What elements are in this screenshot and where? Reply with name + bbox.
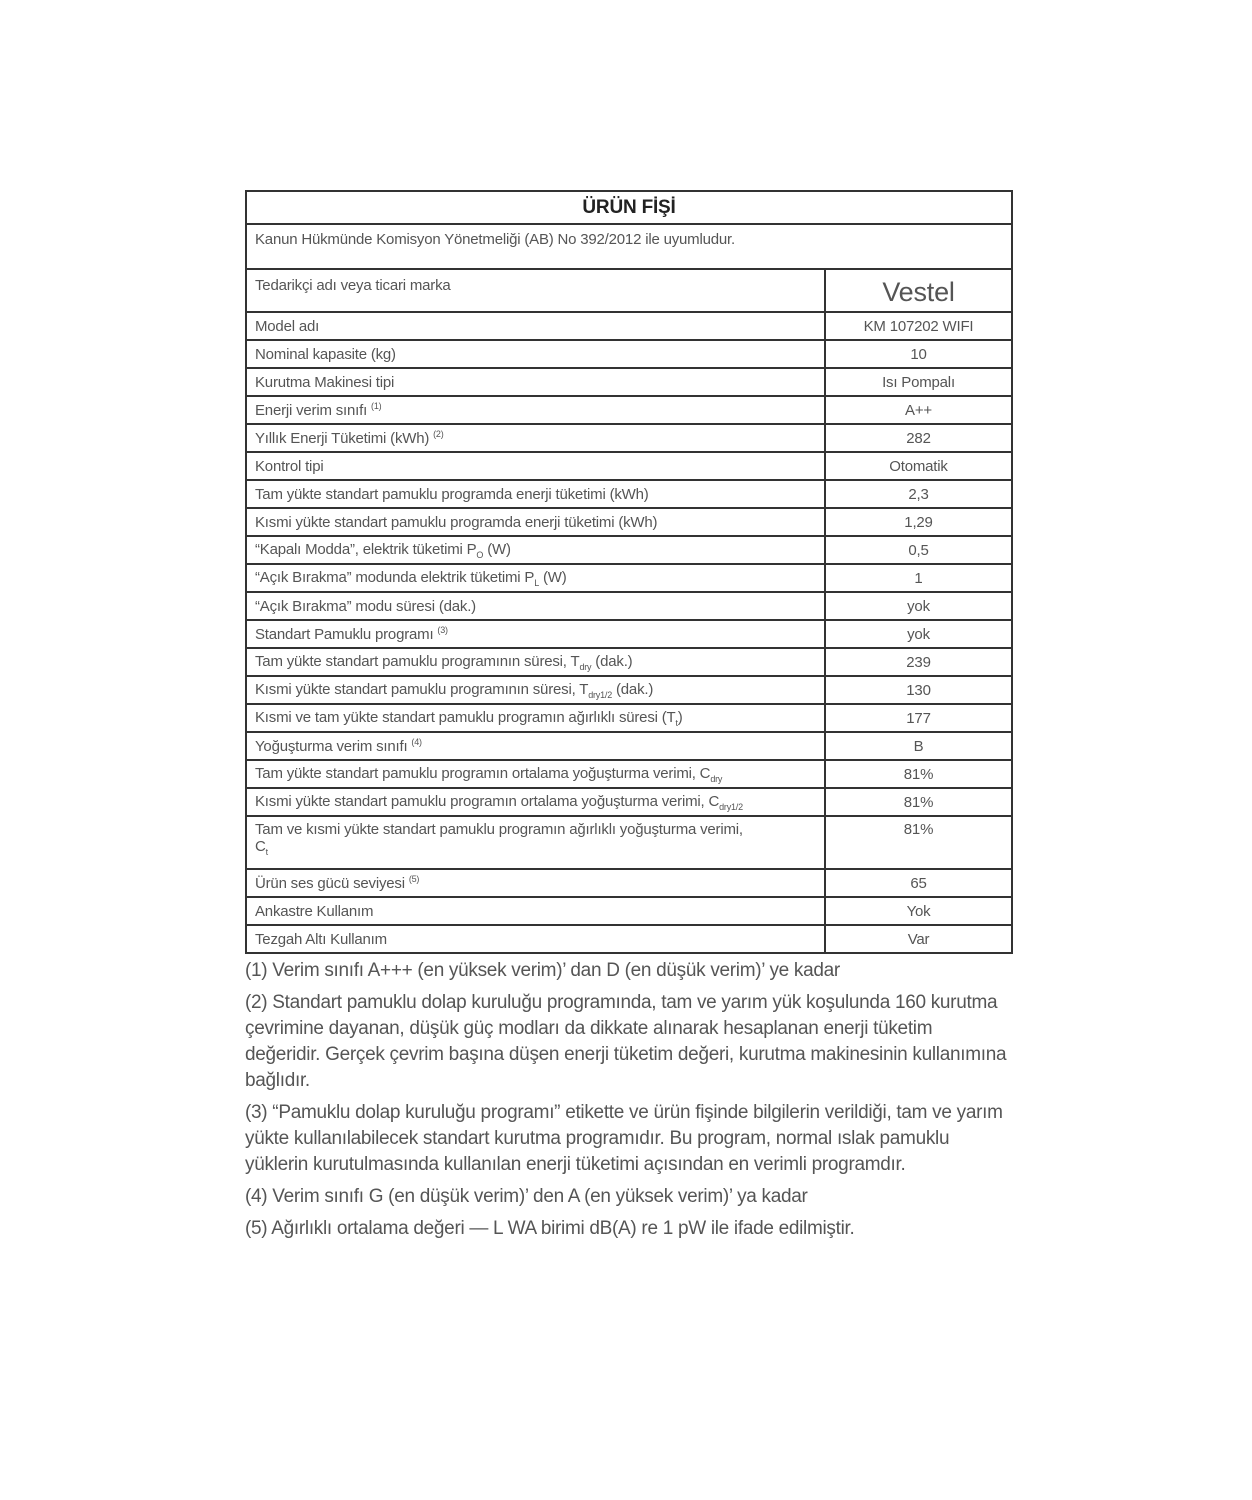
spec-label-text: Nominal kapasite (kg) [255, 345, 396, 363]
spec-value: 1 [825, 564, 1012, 592]
spec-row [246, 869, 1012, 897]
spec-row [246, 312, 1012, 340]
spec-label-text: Tam yükte standart pamuklu programda enerji tüketimi (kWh) [255, 485, 649, 503]
spec-value: yok [825, 592, 1012, 620]
spec-label [246, 508, 825, 536]
spec-row [246, 480, 1012, 508]
spec-label [246, 676, 825, 704]
spec-value: Isı Pompalı [825, 368, 1012, 396]
spec-label [246, 396, 825, 424]
spec-label-text-line2: C [255, 838, 266, 855]
spec-value: 282 [825, 424, 1012, 452]
spec-label [246, 704, 825, 732]
subscript: dry1/2 [719, 801, 743, 812]
spec-value: 81% [825, 760, 1012, 788]
spec-label-text: Kurutma Makinesi tipi [255, 373, 395, 391]
spec-value: B [825, 732, 1012, 760]
spec-value: Var [825, 925, 1012, 953]
spec-label-text: “Açık Bırakma” modunda elektrik tüketimi P [255, 568, 535, 586]
spec-label [246, 925, 825, 953]
spec-label [246, 424, 825, 452]
spec-label [246, 536, 825, 564]
spec-label-suffix: (dak.) [591, 652, 633, 670]
spec-value: A++ [825, 396, 1012, 424]
spec-label-text: Yıllık Enerji Tüketimi (kWh) [255, 430, 434, 447]
spec-label [246, 312, 825, 340]
spec-label-text: Model adı [255, 317, 320, 335]
spec-label-text: Enerji verim sınıfı [255, 402, 372, 419]
footnote-4: (4) Verim sınıfı G (en düşük verim)’ den A (en yüksek verim)’ ya kadar [245, 1186, 808, 1207]
spec-value: Otomatik [825, 452, 1012, 480]
subscript: t [265, 847, 268, 857]
spec-label-text: Tezgah Altı Kullanım [255, 930, 387, 948]
spec-value: 81% [825, 816, 1012, 869]
subscript: O [476, 549, 484, 560]
footnote-2: (2) Standart pamuklu dolap kuruluğu programında, tam ve yarım yük koşulunda 160 kurutma çevrimine dayanan, düşük güç modları da dikkate alınarak hesaplanan enerji tüketim değeridir. Gerçek çevrim başına düşen enerji tüketim değeri, kurutma makinesinin kullanımına bağlıdır. [245, 992, 1007, 1091]
spec-label-suffix: ) [677, 708, 683, 726]
spec-row [246, 396, 1012, 424]
subscript: t [675, 717, 678, 728]
spec-row [246, 424, 1012, 452]
spec-row [246, 368, 1012, 396]
spec-value: 2,3 [825, 480, 1012, 508]
spec-label [246, 816, 825, 869]
title-row [246, 191, 1012, 224]
footnote-ref: (3) [437, 625, 448, 635]
spec-label [246, 452, 825, 480]
spec-label-text: Kontrol tipi [255, 457, 324, 475]
spec-value: 1,29 [825, 508, 1012, 536]
brand-row [246, 269, 1012, 312]
spec-label [246, 368, 825, 396]
spec-value: 0,5 [825, 536, 1012, 564]
spec-row [246, 620, 1012, 648]
footnote-5: (5) Ağırlıklı ortalama değeri — L WA birimi dB(A) re 1 pW ile ifade edilmiştir. [245, 1218, 855, 1239]
brand-value: Vestel [825, 269, 1012, 312]
product-fiche [245, 190, 1011, 1248]
spec-label [246, 340, 825, 368]
spec-label-text: Tam yükte standart pamuklu programın ortalama yoğuşturma verimi, C [255, 764, 711, 782]
spec-value: 10 [825, 340, 1012, 368]
spec-row [246, 760, 1012, 788]
spec-label-text: Standart Pamuklu programı [255, 626, 438, 643]
spec-label-text: Tam ve kısmi yükte standart pamuklu programın ağırlıklı yoğuşturma verimi, [255, 821, 743, 838]
spec-row [246, 452, 1012, 480]
fiche-title: ÜRÜN FİŞİ [246, 191, 1012, 224]
spec-label-text: “Kapalı Modda”, elektrik tüketimi P [255, 540, 477, 558]
spec-row [246, 508, 1012, 536]
brand-label: Tedarikçi adı veya ticari marka [246, 269, 825, 312]
spec-label [246, 760, 825, 788]
footnote-ref: (5) [408, 874, 420, 884]
spec-label-suffix: (W) [539, 568, 567, 586]
spec-value: 81% [825, 788, 1012, 816]
spec-label-text: Yoğuşturma verim sınıfı [255, 738, 412, 755]
spec-row [246, 788, 1012, 816]
regulation-row [246, 224, 1012, 269]
spec-row [246, 564, 1012, 592]
spec-label-text: Tam yükte standart pamuklu programının süresi, T [255, 652, 580, 670]
spec-label [246, 564, 825, 592]
footnote-1: (1) Verim sınıfı A+++ (en yüksek verim)’ dan D (en düşük verim)’ ye kadar [245, 960, 840, 981]
subscript: dry [710, 773, 723, 784]
spec-row [246, 704, 1012, 732]
spec-label [246, 648, 825, 676]
spec-row [246, 648, 1012, 676]
spec-label [246, 592, 825, 620]
spec-label-text: Kısmi yükte standart pamuklu programının süresi, T [255, 680, 589, 698]
spec-label [246, 897, 825, 925]
spec-label-suffix: (dak.) [612, 680, 654, 698]
subscript: dry1/2 [588, 689, 613, 700]
spec-row [246, 925, 1012, 953]
spec-row [246, 897, 1012, 925]
spec-label-text: Kısmi yükte standart pamuklu programda enerji tüketimi (kWh) [255, 513, 658, 531]
spec-value: 65 [825, 869, 1012, 897]
spec-value: 177 [825, 704, 1012, 732]
spec-row [246, 676, 1012, 704]
footnote-3: (3) “Pamuklu dolap kuruluğu programı” etikette ve ürün fişinde bilgilerin verildiği, tam ve yarım yükte kullanılabilecek standart kurutma programıdır. Bu program, normal ıslak pamuklu yüklerin kurutulmasında kullanılan enerji tüketimi açısından en verimli programdır. [245, 1102, 1003, 1175]
spec-label [246, 480, 825, 508]
spec-row [246, 536, 1012, 564]
spec-row-weighted [246, 816, 1012, 869]
spec-value: KM 107202 WIFI [825, 312, 1012, 340]
spec-label-text: Ankastre Kullanım [255, 902, 374, 920]
spec-label-text: Kısmi yükte standart pamuklu programın ortalama yoğuşturma verimi, C [255, 792, 720, 810]
spec-label-suffix: (W) [483, 540, 511, 558]
spec-value: Yok [825, 897, 1012, 925]
regulation-text: Kanun Hükmünde Komisyon Yönetmeliği (AB) No 392/2012 ile uyumludur. [246, 224, 1012, 269]
spec-value: 239 [825, 648, 1012, 676]
spec-value: 130 [825, 676, 1012, 704]
spec-value: yok [825, 620, 1012, 648]
spec-row [246, 340, 1012, 368]
spec-label [246, 620, 825, 648]
footnote-ref: (2) [433, 429, 444, 439]
subscript: L [534, 577, 540, 588]
spec-row [246, 732, 1012, 760]
spec-row [246, 592, 1012, 620]
spec-label-text: Ürün ses gücü seviyesi [255, 875, 409, 892]
product-fiche-table [245, 190, 1013, 954]
footnote-ref: (1) [371, 401, 382, 411]
spec-label [246, 732, 825, 760]
footnote-ref: (4) [411, 737, 422, 747]
subscript: dry [579, 661, 592, 672]
spec-label-text: Kısmi ve tam yükte standart pamuklu programın ağırlıklı süresi (T [255, 708, 676, 726]
footnotes [245, 958, 1011, 1242]
spec-label-text: “Açık Bırakma” modu süresi (dak.) [255, 597, 476, 615]
spec-label [246, 788, 825, 816]
spec-label [246, 869, 825, 897]
